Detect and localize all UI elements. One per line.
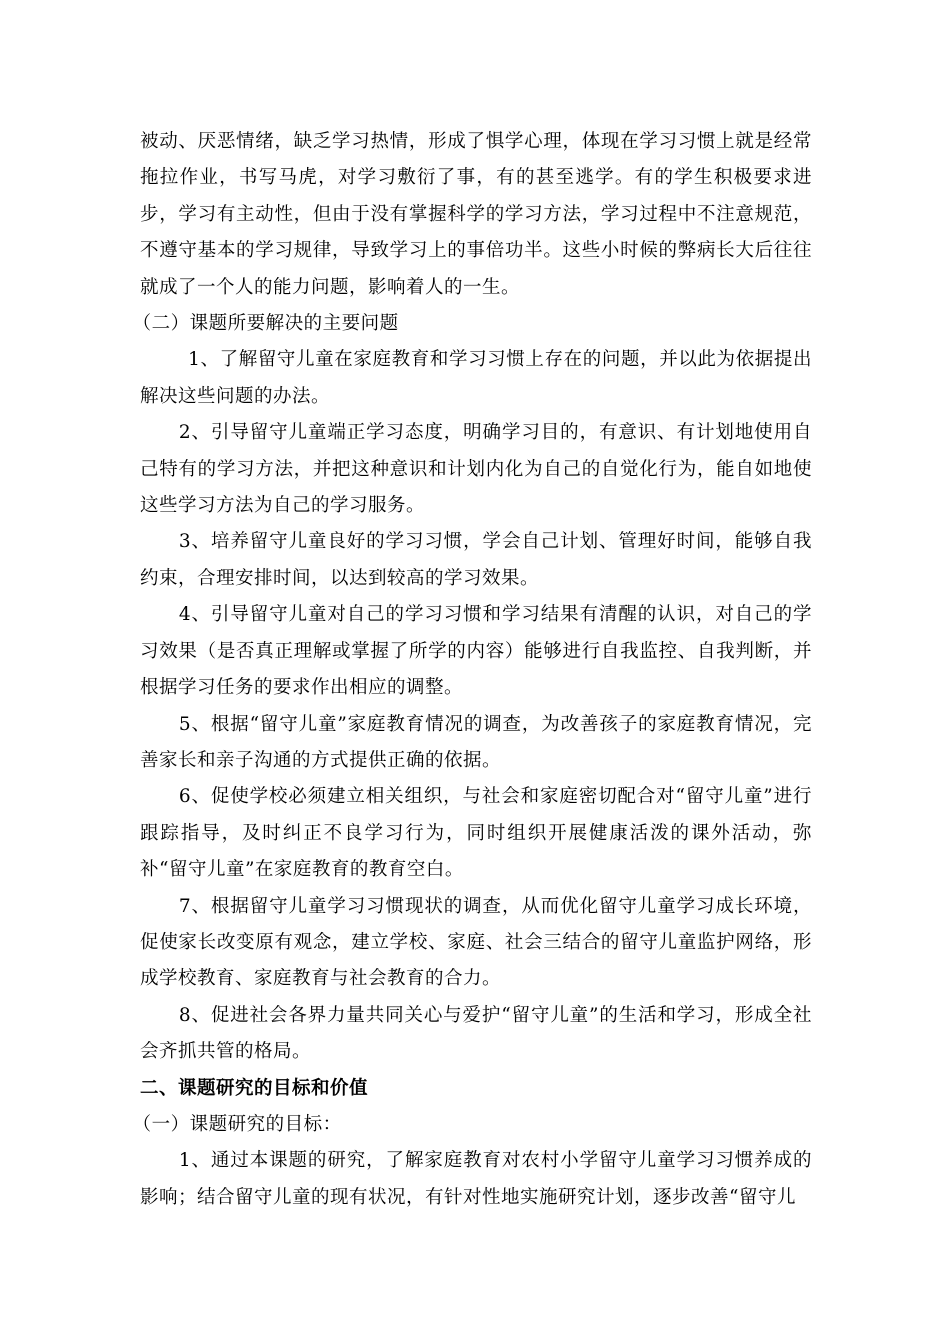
chapter-heading-goals-value: 二、课题研究的目标和价值 [140,1077,369,1099]
intro-paragraph: 被动、厌恶情绪，缺乏学习热情，形成了惧学心理，体现在学习习惯上就是经常拖拉作业，书写马虎，对学习敷衍了事，有的甚至逃学。有的学生积极要求进步，学习有主动性，但由于没有掌握科学的学习方法，学习过程中不注意规范，不遵守基本的学习规律，导致学习上的事倍功半。这些小时候的弊病长大后往往就成了一个人的能力问题，影响着人的一生。 [140,131,812,298]
problem-item-8: 8、促进社会各界力量共同关心与爱护“留守儿童”的生活和学习，形成全社会齐抓共管的格局。 [140,1004,812,1063]
problem-item-5: 5、根据“留守儿童”家庭教育情况的调查，为改善孩子的家庭教育情况，完善家长和亲子沟通的方式提供正确的依据。 [140,713,812,771]
subsection-heading-goals: （一）课题研究的目标： [132,1113,342,1135]
goal-item-1: 1、通过本课题的研究，了解家庭教育对农村小学留守儿童学习习惯养成的影响；结合留守儿童的现有状况，有针对性地实施研究计划，逐步改善“留守儿 [140,1150,812,1208]
problem-item-3: 3、培养留守儿童良好的学习习惯，学会自己计划、管理好时间，能够自我约束，合理安排时间，以达到较高的学习效果。 [140,531,812,589]
problem-item-6: 6、促使学校必须建立相关组织，与社会和家庭密切配合对“留守儿童”进行跟踪指导，及时纠正不良学习行为，同时组织开展健康活泼的课外活动，弥补“留守儿童”在家庭教育的教育空白。 [140,786,812,881]
problem-item-1: 1、了解留守儿童在家庭教育和学习习惯上存在的问题，并以此为依据提出解决这些问题的办法。 [140,349,812,407]
problem-item-7: 7、根据留守儿童学习习惯现状的调查，从而优化留守儿童学习成长环境，促使家长改变原有观念，建立学校、家庭、社会三结合的留守儿童监护网络，形成学校教育、家庭教育与社会教育的合力。 [140,895,812,990]
section-heading-main-problems: （二）课题所要解决的主要问题 [132,313,399,335]
document-body [132,124,812,1216]
problem-item-4: 4、引导留守儿童对自己的学习习惯和学习结果有清醒的认识，对自己的学习效果（是否真正理解或掌握了所学的内容）能够进行自我监控、自我判断，并根据学习任务的要求作出相应的调整。 [140,604,812,699]
problem-item-2: 2、引导留守儿童端正学习态度，明确学习目的，有意识、有计划地使用自己特有的学习方法，并把这种意识和计划内化为自己的自觉化行为，能自如地使这些学习方法为自己的学习服务。 [140,422,812,517]
